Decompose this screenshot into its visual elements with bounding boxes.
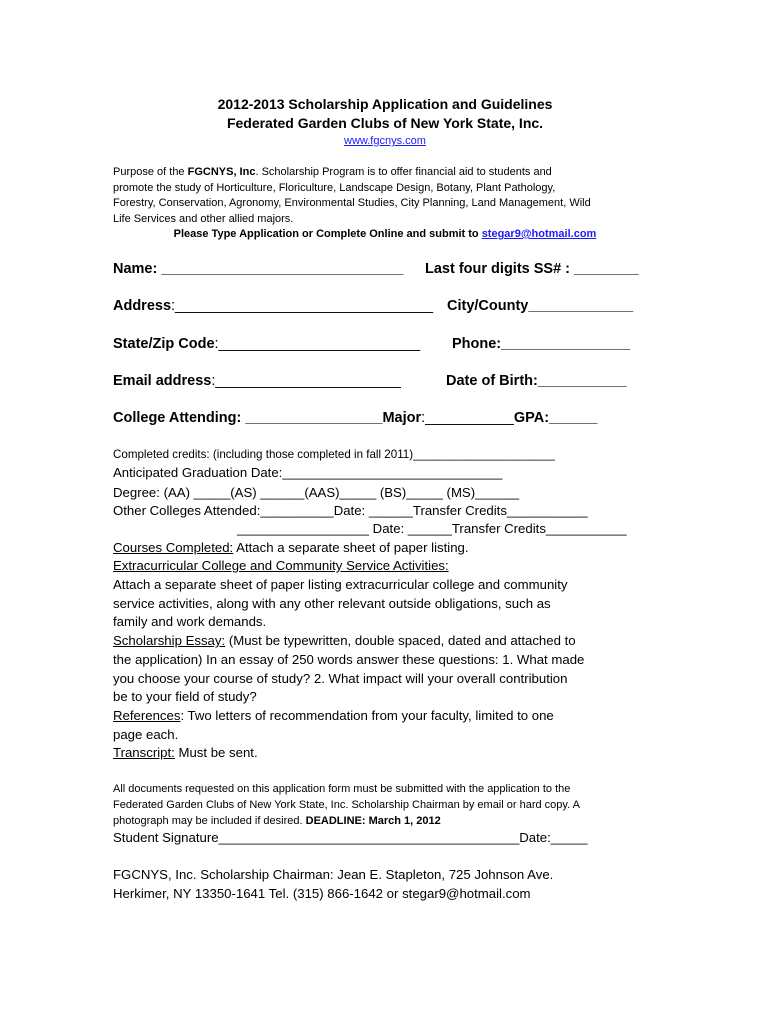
completed-credits-field[interactable]: Completed credits: (including those completed in fall 2011)______________________ xyxy=(113,448,555,461)
essay-line-2: the application) In an essay of 250 words answer these questions: 1. What made xyxy=(113,652,585,667)
document-subtitle: Federated Garden Clubs of New York State, Inc. xyxy=(226,115,544,131)
student-signature-field[interactable]: Student Signature_________________________________________Date:_____ xyxy=(113,830,588,845)
extracurricular-line-3: family and work demands. xyxy=(113,614,267,629)
chairman-line-2: Herkimer, NY 13350-1641 Tel. (315) 866-1642 or stegar9@hotmail.com xyxy=(113,886,531,901)
extracurricular-line-2: service activities, along with any other relevant outside obligations, such as xyxy=(113,596,551,611)
document-title: 2012-2013 Scholarship Application and Guidelines xyxy=(217,96,553,112)
courses-completed: Courses Completed: Attach a separate sheet of paper listing. xyxy=(113,540,469,555)
org-name: FGCNYS, Inc xyxy=(187,166,256,178)
address-field[interactable]: Address:________________________________ xyxy=(113,298,434,314)
deadline: DEADLINE: March 1, 2012 xyxy=(305,815,441,827)
extracurricular-heading: Extracurricular College and Community Service Activities: xyxy=(113,558,449,573)
gpa-field[interactable]: GPA:______ xyxy=(513,410,598,426)
documents-line-1: All documents requested on this application form must be submitted with the application to the xyxy=(113,783,571,795)
chairman-line-1: FGCNYS, Inc. Scholarship Chairman: Jean E. Stapleton, 725 Johnson Ave. xyxy=(113,867,554,882)
name-field[interactable]: Name: ______________________________ xyxy=(113,261,404,277)
transcript-line: Transcript: Must be sent. xyxy=(113,745,258,760)
other-colleges-field-2[interactable]: __________________ Date: ______Transfer Credits___________ xyxy=(237,521,627,536)
extracurricular-line-1: Attach a separate sheet of paper listing extracurricular college and community xyxy=(113,577,568,592)
email-field[interactable]: Email address:_______________________ xyxy=(113,373,401,389)
city-county-field[interactable]: City/County_____________ xyxy=(447,298,634,314)
documents-line-3: photograph may be included if desired. DEADLINE: March 1, 2012 xyxy=(113,815,441,827)
essay-line-3: you choose your course of study? 2. What impact will your overall contribution xyxy=(113,671,568,686)
date-of-birth-field[interactable]: Date of Birth:___________ xyxy=(446,373,627,389)
website-link[interactable]: www.fgcnys.com xyxy=(344,135,426,147)
references-line-2: page each. xyxy=(113,727,179,742)
references-line-1: References: Two letters of recommendation from your faculty, limited to one xyxy=(113,708,554,723)
ss-field[interactable]: Last four digits SS# : ________ xyxy=(425,261,639,277)
state-zip-field[interactable]: State/Zip Code:_________________________ xyxy=(113,336,421,352)
college-attending-field[interactable]: College Attending: _________________Major:___________GPA:______ xyxy=(113,410,598,426)
purpose-line-1: Purpose of the FGCNYS, Inc. Scholarship Program is to offer financial aid to students and xyxy=(113,166,552,178)
other-colleges-field[interactable]: Other Colleges Attended:__________Date: ______Transfer Credits___________ xyxy=(113,503,588,518)
essay-line-4: be to your field of study? xyxy=(113,689,257,704)
submit-instruction: Please Type Application or Complete Online and submit to stegar9@hotmail.com xyxy=(173,228,597,240)
purpose-line-4: Life Services and other allied majors. xyxy=(113,212,294,225)
phone-field[interactable]: Phone:________________ xyxy=(452,336,631,352)
degree-field[interactable]: Degree: (AA) _____(AS) ______(AAS)_____ (BS)_____ (MS)______ xyxy=(113,485,520,500)
essay-line-1: Scholarship Essay: (Must be typewritten, double spaced, dated and attached to xyxy=(113,633,576,648)
documents-line-2: Federated Garden Clubs of New York State, Inc. Scholarship Chairman by email or hard copy. A xyxy=(113,799,580,811)
purpose-line-2: promote the study of Horticulture, Floriculture, Landscape Design, Botany, Plant Pathology, xyxy=(113,181,556,194)
purpose-line-3: Forestry, Conservation, Agronomy, Environmental Studies, City Planning, Land Management, Wild xyxy=(113,197,591,209)
graduation-date-field[interactable]: Anticipated Graduation Date:______________________________ xyxy=(113,465,503,480)
submit-email-link[interactable]: stegar9@hotmail.com xyxy=(481,228,597,240)
